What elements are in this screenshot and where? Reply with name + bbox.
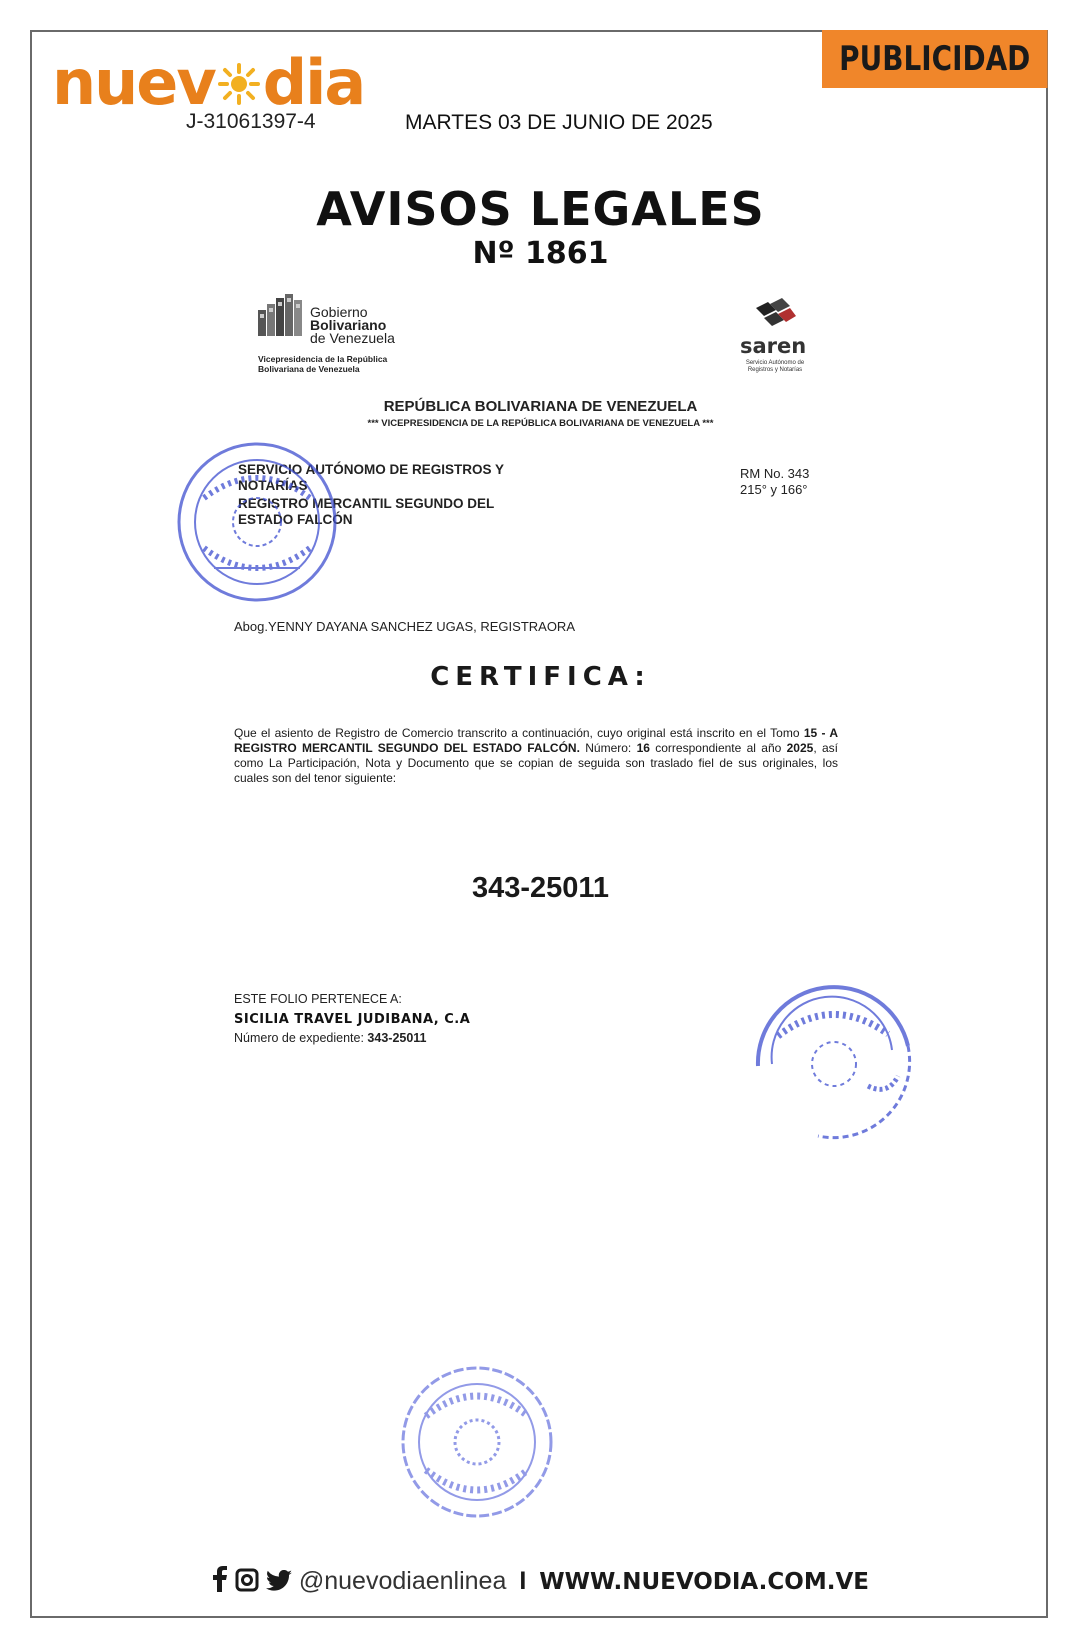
- saren-name: saren: [740, 334, 807, 358]
- year-value: 2025: [786, 741, 814, 755]
- publicidad-badge: PUBLICIDAD: [822, 30, 1048, 88]
- expediente-number: 343-25011: [471, 872, 610, 904]
- numero-value: 16: [636, 741, 650, 755]
- social-icons: [212, 1566, 292, 1599]
- saren-sub1: Servicio Autónomo de: [745, 360, 805, 366]
- exp-label: Número de expediente:: [234, 1031, 368, 1045]
- footer: [0, 1566, 1081, 1599]
- twitter-icon[interactable]: [266, 1570, 292, 1592]
- vice-line1: Vicepresidencia de la República: [258, 354, 388, 364]
- page-title: AVISOS LEGALES: [316, 182, 765, 236]
- nuevodia-logo: nuev dia: [52, 46, 365, 119]
- gobierno-text: [310, 306, 395, 345]
- company-name: SICILIA TRAVEL JUDIBANA, C.A: [234, 1012, 471, 1027]
- saren-logo-icon: [754, 298, 798, 332]
- registrar-name: Abog.YENNY DAYANA SANCHEZ UGAS, REGISTRAORA: [234, 619, 575, 634]
- registro-mercantil-text: REGISTRO MERCANTIL SEGUNDO DEL ESTADO FALCÓN: [238, 496, 495, 527]
- gobierno-bolivariano-logo-icon: [258, 292, 318, 344]
- para-part1: Que el asiento de Registro de Comercio transcrito a continuación, cuyo original está inscrito en el Tomo: [234, 726, 804, 740]
- registry-seal-icon: [398, 1358, 556, 1526]
- exp-value: 343-25011: [367, 1031, 427, 1045]
- registry-seal-icon: [174, 438, 340, 606]
- para-part3: correspondiente al año: [649, 741, 787, 755]
- certification-paragraph: [234, 726, 838, 786]
- publication-date: MARTES 03 DE JUNIO DE 2025: [405, 111, 713, 134]
- vicepresidencia-heading: *** VICEPRESIDENCIA DE LA REPÚBLICA BOLIVARIANA DE VENEZUELA ***: [367, 418, 714, 429]
- saren-subtitle: [743, 360, 807, 374]
- registry-seal-icon: [748, 976, 916, 1146]
- para-part4: , así como La Participación, Nota y Documento que se copian de seguida son traslado fiel de sus originales, los cuales son del tenor siguiente:: [234, 741, 838, 785]
- gov-line2: Bolivariano: [310, 317, 387, 333]
- rif-number: J-31061397-4: [186, 110, 316, 133]
- vice-line2: Bolivariana de Venezuela: [258, 364, 360, 374]
- gov-line1: Gobierno: [310, 304, 368, 320]
- website-link[interactable]: WWW.NUEVODIA.COM.VE: [539, 1569, 869, 1595]
- expediente-line: [234, 1031, 427, 1045]
- servicio-autonomo-text: SERVICIO AUTÓNOMO DE REGISTROS Y NOTARÍAS: [238, 462, 504, 493]
- folio-label: ESTE FOLIO PERTENECE A:: [234, 992, 402, 1006]
- gov-line3: de Venezuela: [310, 330, 395, 346]
- vicepresidencia-text: [258, 354, 387, 374]
- para-part2: Número:: [579, 741, 637, 755]
- footer-separator: I: [519, 1567, 527, 1595]
- issue-number: Nº 1861: [472, 236, 609, 271]
- certifica-heading: CERTIFICA:: [430, 662, 651, 692]
- tomo-value: 15 - A REGISTRO MERCANTIL SEGUNDO DEL ESTADO FALCÓN.: [234, 726, 838, 755]
- sun-icon: [217, 62, 261, 106]
- instagram-icon[interactable]: [235, 1568, 259, 1592]
- republica-heading: REPÚBLICA BOLIVARIANA DE VENEZUELA: [383, 398, 698, 415]
- social-handle[interactable]: @nuevodiaenlinea: [298, 1567, 507, 1595]
- facebook-icon[interactable]: [212, 1566, 228, 1592]
- rm-number: [740, 466, 809, 498]
- saren-sub2: Registros y Notarías: [747, 367, 803, 373]
- rm-number-value: RM No. 343: [740, 466, 810, 481]
- rm-years: 215° y 166°: [740, 482, 808, 497]
